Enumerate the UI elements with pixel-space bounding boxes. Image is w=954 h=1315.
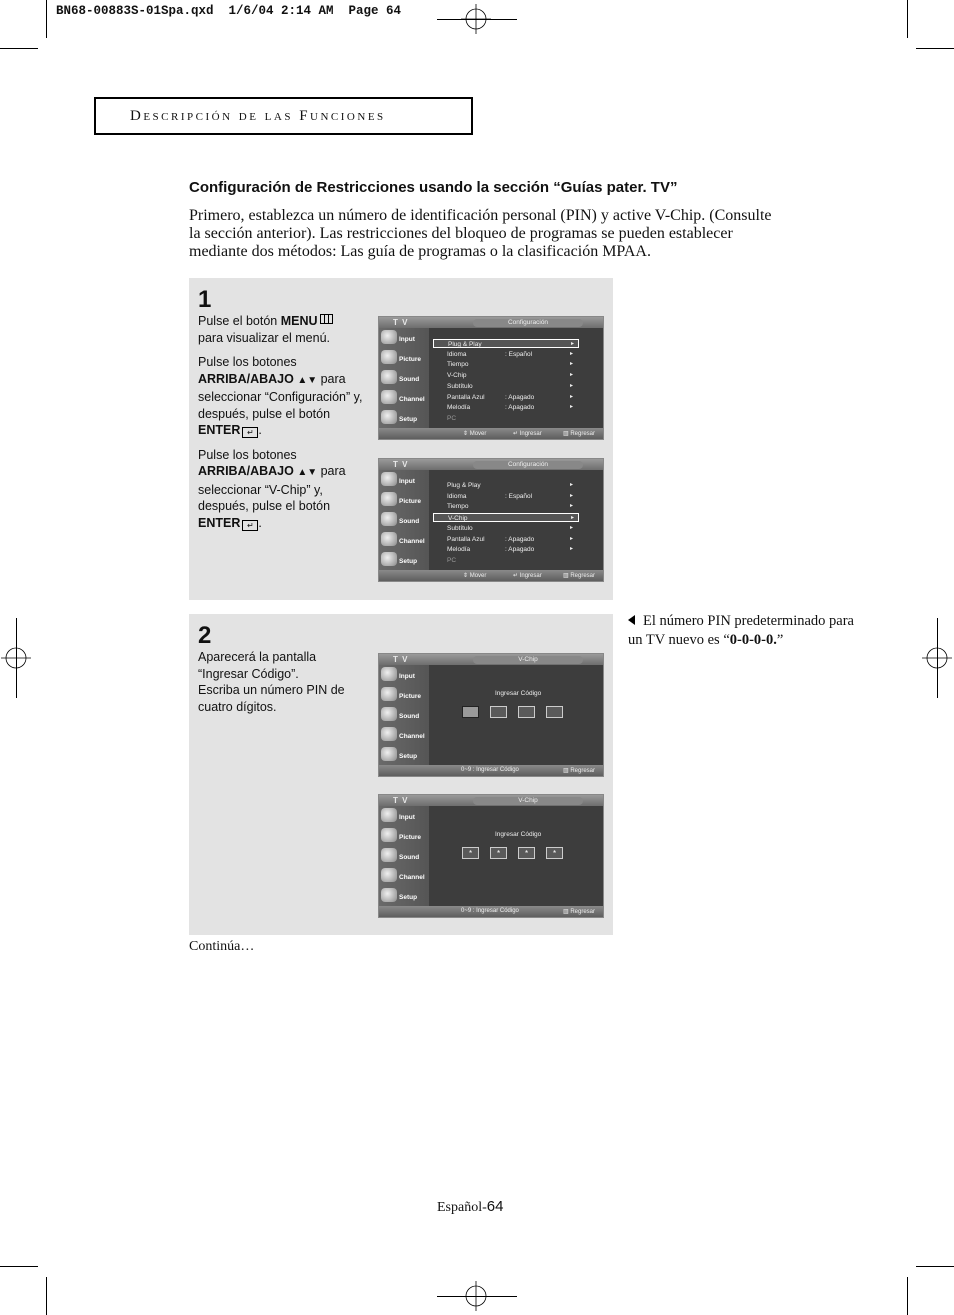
channel-icon — [381, 868, 397, 882]
pin-label: Ingresar Código — [495, 831, 542, 838]
menu-item — [433, 382, 579, 391]
sidebar-label: Picture — [399, 356, 422, 363]
crop-mark — [0, 1266, 38, 1267]
text: ” — [776, 632, 784, 648]
up-down-key: ARRIBA/ABAJO — [198, 371, 294, 386]
sidebar-label: Setup — [399, 894, 418, 901]
section-title: Descripción de las Funciones — [130, 108, 386, 124]
menu-item-value: : Apagado — [505, 404, 535, 412]
sidebar-item — [379, 806, 429, 826]
text: El número PIN predeterminado para un TV nuevo es “ — [628, 613, 854, 648]
enter-key: ENTER — [198, 423, 241, 437]
text: Regresar — [570, 909, 596, 915]
text: Ingresar — [519, 431, 542, 437]
enter-hint: ↵ Ingresar — [513, 573, 542, 579]
text: Regresar — [570, 431, 596, 437]
up-down-arrows-icon: ▲▼ — [297, 374, 318, 386]
sidebar-item — [379, 348, 429, 368]
sidebar-label: Sound — [399, 713, 420, 720]
tv-pin-entry-screenshot — [378, 794, 604, 918]
sidebar-label: Sound — [399, 376, 420, 383]
menu-item-label: Melodía — [447, 404, 471, 412]
input-icon — [381, 808, 397, 822]
sidebar-label: Picture — [399, 693, 422, 700]
crop-mark — [46, 0, 47, 38]
menu-item-value: : Español — [505, 492, 533, 500]
screen-footer — [379, 428, 603, 439]
setup-icon — [381, 888, 397, 902]
enter-button-icon: ↵ — [242, 520, 258, 531]
screen-footer — [379, 765, 603, 776]
menu-item-value: : Apagado — [505, 393, 535, 401]
pin-digit-box — [518, 847, 535, 859]
menu-item — [433, 502, 579, 511]
section-title-box — [94, 97, 473, 135]
screen-footer — [379, 906, 603, 917]
sound-icon — [381, 707, 397, 721]
menu-item-label: Idioma — [447, 492, 467, 500]
pin-mask: * — [496, 849, 501, 858]
chevron-right-icon: ▸ — [570, 535, 574, 542]
channel-icon — [381, 390, 397, 404]
crop-mark — [46, 1277, 47, 1315]
menu-item — [433, 481, 579, 490]
sidebar-label: Sound — [399, 854, 420, 861]
text: Mover — [469, 573, 487, 579]
tv-label: T V — [393, 655, 409, 664]
menu-item-value: : Apagado — [505, 535, 535, 543]
crop-mark — [0, 48, 38, 49]
crop-mark — [907, 0, 908, 38]
text: para seleccionar “V-Chip” y, después, pulse el botón — [198, 464, 346, 513]
sidebar-label: Input — [399, 478, 415, 485]
chevron-right-icon: ▸ — [570, 382, 574, 389]
sidebar-label: Setup — [399, 753, 418, 760]
setup-icon — [381, 747, 397, 761]
text: Mover — [469, 431, 487, 437]
up-down-arrows-icon: ▲▼ — [297, 467, 318, 478]
menu-item-value: : Apagado — [505, 546, 535, 554]
menu-button-icon — [320, 314, 333, 324]
picture-icon — [381, 828, 397, 842]
crop-mark — [916, 1266, 954, 1267]
sidebar-label: Channel — [399, 874, 425, 881]
tv-label: T V — [393, 460, 409, 469]
pin-label: Ingresar Código — [495, 690, 542, 697]
menu-item-label: Pantalla Azul — [447, 393, 485, 401]
sidebar-item — [379, 490, 429, 510]
screen-sidebar — [379, 328, 429, 430]
sound-icon — [381, 512, 397, 526]
chevron-right-icon: ▸ — [570, 393, 574, 400]
menu-key: MENU — [280, 314, 318, 328]
menu-item — [433, 513, 579, 522]
chevron-right-icon: ▸ — [570, 372, 574, 379]
page-number: 64 — [486, 1198, 504, 1215]
screen-sidebar — [379, 470, 429, 572]
setup-icon — [381, 410, 397, 424]
sidebar-item — [379, 368, 429, 388]
enter-key: ENTER — [198, 515, 241, 530]
sidebar-item — [379, 826, 429, 846]
input-icon — [381, 667, 397, 681]
menu-item — [433, 393, 579, 402]
sidebar-item — [379, 408, 429, 428]
menu-item — [433, 371, 579, 380]
picture-icon — [381, 492, 397, 506]
pin-digit-box — [518, 706, 535, 718]
page-heading: Configuración de Restricciones usando la sección “Guías pater. TV” — [189, 179, 678, 196]
screen-sidebar — [379, 665, 429, 767]
menu-item-label: PC — [447, 556, 457, 564]
pin-digit-box — [490, 847, 507, 859]
text: Regresar — [570, 573, 596, 579]
chevron-right-icon: ▸ — [570, 503, 574, 510]
crop-mark — [907, 1277, 908, 1315]
enter-button-icon: ↵ — [242, 427, 258, 438]
sidebar-label: Input — [399, 814, 415, 821]
screen-main — [429, 665, 603, 767]
text: Pulse los botones — [198, 447, 297, 462]
move-hint: ⇕ Mover — [463, 573, 487, 579]
sidebar-item — [379, 530, 429, 550]
pointer-triangle-icon — [628, 615, 635, 625]
sidebar-item — [379, 665, 429, 685]
text: Pulse el botón — [198, 314, 281, 328]
chevron-right-icon: ▸ — [571, 515, 575, 522]
pin-digit-box — [462, 706, 479, 718]
crop-mark — [937, 618, 938, 698]
menu-item-label: Subtítulo — [447, 382, 473, 390]
sound-icon — [381, 370, 397, 384]
pin-digit-box — [490, 706, 507, 718]
picture-icon — [381, 350, 397, 364]
pin-digit-box — [546, 847, 563, 859]
sidebar-label: Channel — [399, 538, 425, 545]
menu-item — [433, 545, 579, 554]
screen-title: V-Chip — [473, 656, 583, 664]
default-pin: 0-0-0-0. — [729, 632, 777, 648]
return-hint: ▥ Regresar — [563, 573, 596, 579]
return-hint: ▥ Regresar — [563, 768, 596, 774]
pin-mask: * — [524, 849, 529, 858]
sidebar-item — [379, 328, 429, 348]
pin-digit-box — [546, 706, 563, 718]
return-hint: ▥ Regresar — [563, 909, 596, 915]
chevron-right-icon: ▸ — [570, 524, 574, 531]
text: Pulse los botones — [198, 355, 297, 369]
menu-item-label: Idioma — [447, 350, 467, 358]
sidebar-label: Input — [399, 336, 415, 343]
tv-setup-menu-screenshot — [378, 316, 604, 440]
input-icon — [381, 330, 397, 344]
pin-entry-hint: 0~9 : Ingresar Código — [461, 767, 519, 773]
pin-mask: * — [468, 849, 473, 858]
menu-item-label: V-Chip — [448, 515, 468, 523]
channel-icon — [381, 727, 397, 741]
sidebar-item — [379, 745, 429, 765]
sidebar-item — [379, 725, 429, 745]
step2-instructions — [198, 649, 366, 715]
crop-mark — [16, 618, 17, 698]
screen-main — [429, 806, 603, 908]
menu-item-label: Subtítulo — [447, 524, 473, 532]
side-note — [628, 612, 858, 650]
setup-icon — [381, 552, 397, 566]
sidebar-label: Channel — [399, 396, 425, 403]
sidebar-item — [379, 866, 429, 886]
screen-title: Configuración — [473, 461, 583, 469]
pin-digit-box — [462, 847, 479, 859]
menu-item — [433, 414, 579, 423]
picture-icon — [381, 687, 397, 701]
menu-item — [433, 339, 579, 348]
sidebar-label: Picture — [399, 498, 422, 505]
sidebar-label: Setup — [399, 416, 418, 423]
sidebar-item — [379, 846, 429, 866]
tv-label: T V — [393, 318, 409, 327]
tv-pin-entry-screenshot — [378, 653, 604, 777]
tv-label: T V — [393, 796, 409, 805]
chevron-right-icon: ▸ — [570, 546, 574, 553]
sidebar-item — [379, 705, 429, 725]
move-hint: ⇕ Mover — [463, 431, 487, 437]
pin-mask: * — [552, 849, 557, 858]
channel-icon — [381, 532, 397, 546]
crop-mark — [437, 19, 517, 20]
input-icon — [381, 472, 397, 486]
chevron-right-icon: ▸ — [570, 492, 574, 499]
pin-entry-hint: 0~9 : Ingresar Código — [461, 908, 519, 914]
menu-item-label: Pantalla Azul — [447, 535, 485, 543]
step-number: 1 — [198, 286, 212, 313]
menu-item — [433, 556, 579, 565]
menu-item-label: V-Chip — [447, 372, 467, 380]
sidebar-label: Picture — [399, 834, 422, 841]
crop-mark — [437, 1296, 517, 1297]
enter-hint: ↵ Ingresar — [513, 431, 542, 437]
menu-item-label: PC — [447, 414, 457, 422]
menu-item — [433, 403, 579, 412]
text: Escriba un número PIN de cuatro dígitos. — [198, 683, 345, 714]
menu-item — [433, 492, 579, 501]
continued-text: Continúa… — [189, 939, 255, 954]
screen-footer — [379, 570, 603, 581]
menu-item — [433, 535, 579, 544]
chevron-right-icon: ▸ — [570, 350, 574, 357]
tv-setup-menu-screenshot — [378, 458, 604, 582]
screen-title: V-Chip — [473, 797, 583, 805]
sidebar-item — [379, 550, 429, 570]
text: para seleccionar “Configuración” y, después, pulse el botón — [198, 371, 363, 421]
sidebar-label: Input — [399, 673, 415, 680]
sidebar-label: Setup — [399, 558, 418, 565]
menu-item — [433, 360, 579, 369]
menu-item — [433, 524, 579, 533]
sidebar-item — [379, 886, 429, 906]
up-down-key: ARRIBA/ABAJO — [198, 464, 294, 478]
step-number: 2 — [198, 622, 212, 649]
chevron-right-icon: ▸ — [570, 361, 574, 368]
sidebar-item — [379, 510, 429, 530]
sidebar-label: Channel — [399, 733, 425, 740]
crop-mark — [916, 48, 954, 49]
menu-item-value: : Español — [505, 350, 533, 358]
sidebar-label: Sound — [399, 518, 420, 525]
sidebar-item — [379, 470, 429, 490]
page-footer — [437, 1198, 503, 1216]
footer-language: Español- — [437, 1200, 487, 1215]
chevron-right-icon: ▸ — [570, 404, 574, 411]
sidebar-item — [379, 388, 429, 408]
menu-item — [433, 350, 579, 359]
return-hint: ▥ Regresar — [563, 431, 596, 437]
text: Aparecerá la pantalla “Ingresar Código”. — [198, 650, 317, 681]
step1-instructions: Pulse el botón MENU para visualizar el menú. Pulse los botones ARRIBA/ABAJO ▲▼ para seleccionar “Configuración” y, después, pulse el botón ENTER ↵ . Pulse los botones ARRIBA/ABAJO ▲▼ para seleccionar “V-Chip” y, después, pulse el botón ENTER ↵ . — [198, 314, 363, 530]
sidebar-item — [379, 685, 429, 705]
intro-paragraph: Primero, establezca un número de identificación personal (PIN) y active V-Chip. (Consulte la sección anterior). Las restricciones del bloqueo de programas se pueden establecer mediante dos métodos: Las guía de programas o la clasificación MPAA. — [189, 207, 772, 260]
menu-item-label: Plug & Play — [447, 482, 481, 489]
menu-item-label: Plug & Play — [448, 341, 482, 348]
menu-item-label: Tiempo — [447, 503, 469, 511]
chevron-right-icon: ▸ — [570, 482, 574, 488]
sound-icon — [381, 848, 397, 862]
screen-title: Configuración — [473, 319, 583, 327]
print-header: BN68-00883S-01Spa.qxd 1/6/04 2:14 AM Page 64 — [56, 4, 402, 18]
text: para visualizar el menú. — [198, 330, 331, 345]
menu-item-label: Melodía — [447, 546, 471, 554]
chevron-right-icon: ▸ — [571, 341, 575, 347]
text: Regresar — [570, 768, 596, 774]
text: Ingresar — [519, 573, 542, 579]
screen-sidebar — [379, 806, 429, 908]
menu-item-label: Tiempo — [447, 361, 469, 369]
